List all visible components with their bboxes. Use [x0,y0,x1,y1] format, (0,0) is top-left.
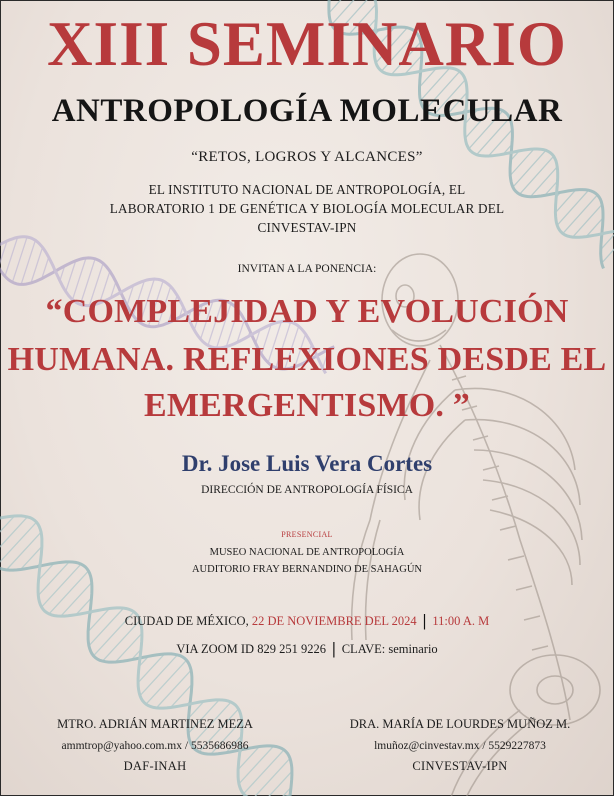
contact-organization: CINVESTAV-IPN [412,759,508,773]
zoom-info [0,641,614,657]
separator-bar: | [422,611,427,630]
talk-title-line: HUMANA. REFLEXIONES DESDE EL [7,341,607,378]
institutions-line: LABORATORIO 1 DE GENÉTICA Y BIOLOGÍA MOLECULAR DEL [109,201,505,216]
seminar-title: XIII SEMINARIO [47,9,567,79]
institutions-line: EL INSTITUTO NACIONAL DE ANTROPOLOGÍA, EL [148,182,466,197]
talk-title-line: “COMPLEJIDAD Y EVOLUCIÓN [45,293,569,330]
seminar-tagline: “RETOS, LOGROS Y ALCANCES” [191,149,423,165]
contact-email-phone[interactable]: ammtrop@yahoo.com.mx / 5535686986 [61,740,249,752]
venue-auditorium: AUDITORIO FRAY BERNANDINO DE SAHAGÚN [191,564,423,575]
invitation-text: INVITAN A LA PONENCIA: [237,263,377,275]
zoom-key-label: CLAVE: [341,642,386,656]
contact-name: DRA. MARÍA DE LOURDES MUÑOZ M. [349,717,571,731]
separator-bar: | [331,639,336,658]
talk-title-line: EMERGENTISMO. ” [143,387,471,424]
institutions-line: CINVESTAV-IPN [257,220,357,235]
venue-museum: MUSEO NACIONAL DE ANTROPOLOGÍA [209,547,405,558]
speaker-name: Dr. Jose Luis Vera Cortes [181,451,433,476]
contact-block-left [20,716,290,774]
event-date: 22 DE NOVIEMBRE DEL 2024 [251,614,417,628]
contact-email-phone[interactable]: lmuñoz@cinvestav.mx / 5529227873 [374,740,546,752]
contact-organization: DAF-INAH [123,759,187,773]
zoom-id: VIA ZOOM ID 829 251 9226 [176,642,326,656]
event-city: CIUDAD DE MÉXICO, [124,614,249,628]
seminar-subtitle: ANTROPOLOGÍA MOLECULAR [51,93,563,129]
event-modality: PRESENCIAL [281,530,333,539]
speaker-affiliation: DIRECCIÓN DE ANTROPOLOGÍA FÍSICA [201,484,413,496]
contact-block-right [325,716,595,774]
event-time: 11:00 A. M [432,614,490,628]
contact-name: MTRO. ADRIÁN MARTINEZ MEZA [57,717,253,731]
zoom-key-value: seminario [388,642,438,656]
event-schedule [0,613,614,629]
